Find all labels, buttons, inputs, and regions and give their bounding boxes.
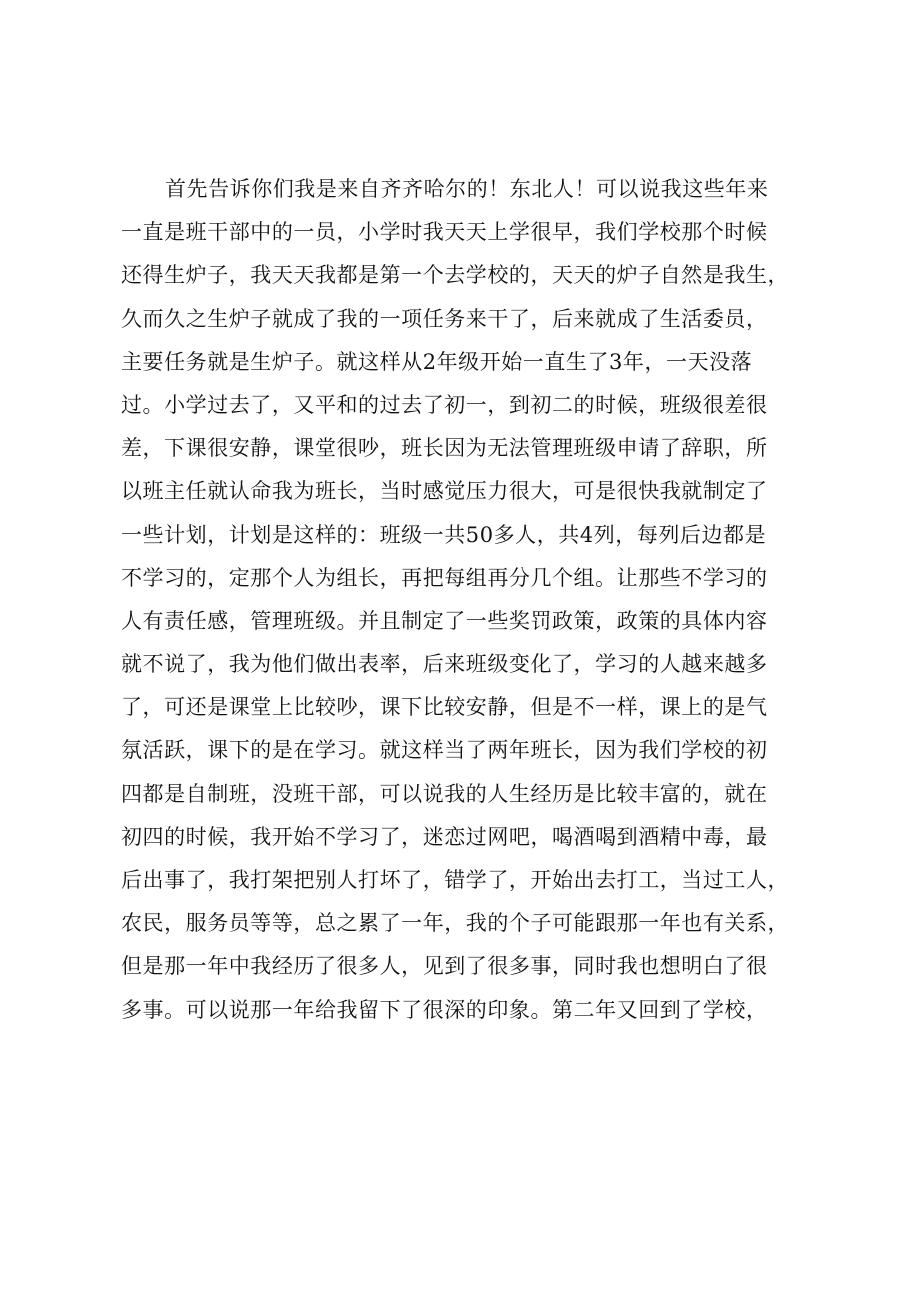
- paragraph-line: 人有责任感，管理班级。并且制定了一些奖罚政策，政策的具体内容: [121, 608, 768, 633]
- paragraph-line: 以班主任就认命我为班长，当时感觉压力很大，可是很快我就制定了: [121, 479, 768, 504]
- paragraph-line: 过。小学过去了，又平和的过去了初一，到初二的时候，班级很差很: [121, 392, 768, 417]
- paragraph-line: 一直是班干部中的一员，小学时我天天上学很早，我们学校那个时候: [121, 220, 768, 245]
- body-paragraph: [121, 168, 821, 1032]
- paragraph-line: 久而久之生炉子就成了我的一项任务来干了，后来就成了生活委员，: [121, 306, 768, 331]
- paragraph-line: 后出事了，我打架把别人打坏了，错学了，开始出去打工，当过工人，: [121, 868, 790, 892]
- paragraph-line: 氛活跃，课下的是在学习。就这样当了两年班长，因为我们学校的初: [121, 738, 768, 763]
- paragraph-line: 不学习的，定那个人为组长，再把每组再分几个组。让那些不学习的: [121, 565, 768, 590]
- paragraph-line: 但是那一年中我经历了很多人，见到了很多事，同时我也想明白了很: [121, 954, 768, 979]
- paragraph-line: 了，可还是课堂上比较吵，课下比较安静，但是不一样，课上的是气: [121, 695, 768, 720]
- paragraph-line: 农民，服务员等等，总之累了一年，我的个子可能跟那一年也有关系，: [121, 911, 790, 936]
- paragraph-line: 一些计划，计划是这样的：班级一共50多人，共4列，每列后边都是: [121, 522, 767, 547]
- paragraph-line: 四都是自制班，没班干部，可以说我的人生经历是比较丰富的，就在: [121, 781, 768, 806]
- paragraph-line: 差，下课很安静，课堂很吵，班长因为无法管理班级申请了辞职，所: [121, 436, 768, 461]
- paragraph-line: 首先告诉你们我是来自齐齐哈尔的！东北人！可以说我这些年来: [165, 177, 769, 201]
- paragraph-line: 还得生炉子，我天天我都是第一个去学校的，天天的炉子自然是我生，: [121, 263, 790, 288]
- paragraph-line: 就不说了，我为他们做出表率，后来班级变化了，学习的人越来越多: [121, 652, 768, 677]
- paragraph-line: 初四的时候，我开始不学习了，迷恋过网吧，喝酒喝到酒精中毒，最: [121, 824, 768, 849]
- paragraph-line: 主要任务就是生炉子。就这样从2年级开始一直生了3年，一天没落: [121, 349, 753, 374]
- paragraph-line: 多事。可以说那一年给我留下了很深的印象。第二年又回到了学校，: [121, 997, 768, 1022]
